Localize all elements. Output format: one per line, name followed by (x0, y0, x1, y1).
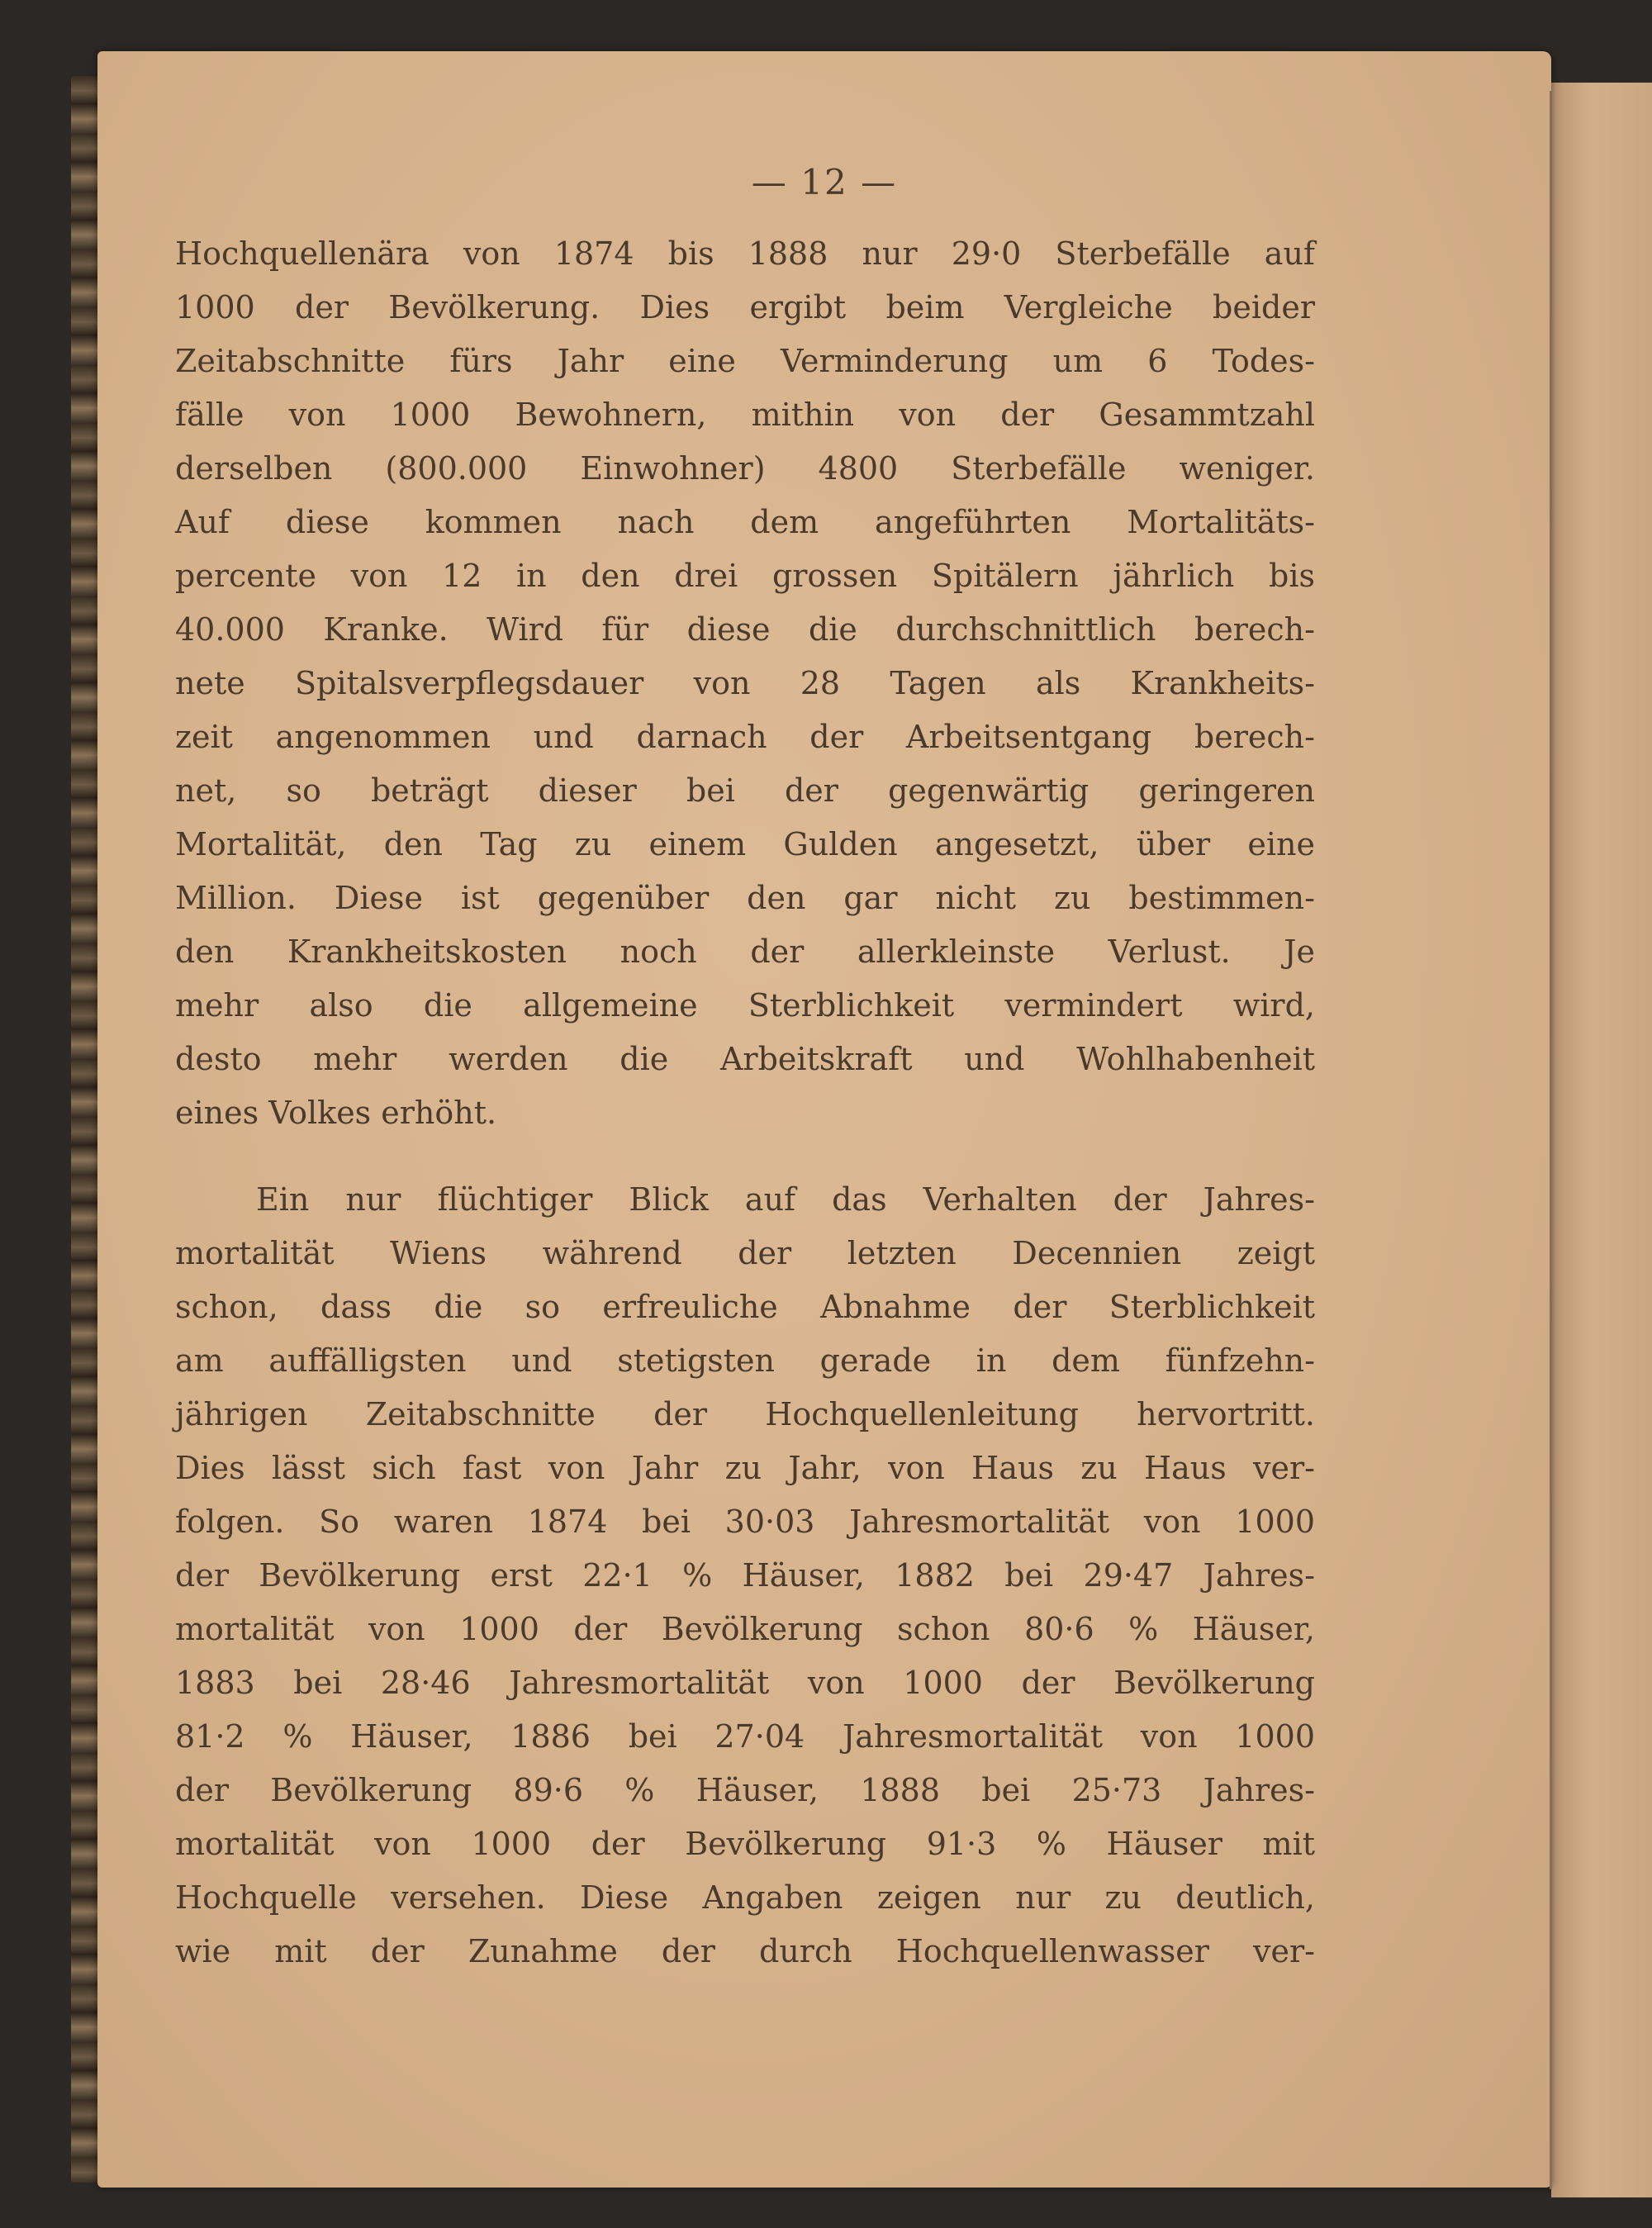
text-line: am auffälligsten und stetigsten gerade in dem fünfzehn- (175, 1342, 1315, 1379)
text-line: 1883 bei 28·46 Jahresmortalität von 1000 der Bevölkerung (175, 1665, 1315, 1701)
text-line: net, so beträgt dieser bei der gegenwärtig geringeren (175, 772, 1315, 809)
facing-page-edge (1551, 83, 1652, 2197)
text-line: mortalität von 1000 der Bevölkerung schon 80·6 % Häuser, (175, 1611, 1315, 1647)
text-line: Hochquelle versehen. Diese Angaben zeigen nur zu deutlich, (175, 1879, 1315, 1916)
text-line: desto mehr werden die Arbeitskraft und Wohlhabenheit (175, 1041, 1315, 1077)
text-line: mehr also die allgemeine Sterblichkeit vermindert wird, (175, 987, 1315, 1024)
text-line: Dies lässt sich fast von Jahr zu Jahr, von Haus zu Haus ver- (175, 1450, 1315, 1486)
text-line: wie mit der Zunahme der durch Hochquellenwasser ver- (175, 1933, 1315, 1969)
text-line: percente von 12 in den drei grossen Spitälern jährlich bis (175, 558, 1315, 594)
text-line: Million. Diese ist gegenüber den gar nicht zu bestimmen- (175, 880, 1315, 916)
text-line: zeit angenommen und darnach der Arbeitsentgang berech- (175, 719, 1315, 755)
text-line: der Bevölkerung 89·6 % Häuser, 1888 bei 25·73 Jahres- (175, 1772, 1315, 1808)
text-line: mortalität Wiens während der letzten Decennien zeigt (175, 1235, 1315, 1271)
text-line: folgen. So waren 1874 bei 30·03 Jahresmortalität von 1000 (175, 1504, 1315, 1540)
text-line: Hochquellenära von 1874 bis 1888 nur 29·0 Sterbefälle auf (175, 235, 1315, 272)
text-line: Zeitabschnitte fürs Jahr eine Verminderung um 6 Todes- (175, 343, 1315, 379)
page-number: — 12 — (751, 162, 898, 202)
text-line: Auf diese kommen nach dem angeführten Mortalitäts- (175, 504, 1315, 540)
text-line: derselben (800.000 Einwohner) 4800 Sterbefälle weniger. (175, 450, 1315, 487)
text-line: den Krankheitskosten noch der allerkleinste Verlust. Je (175, 933, 1315, 970)
text-line: mortalität von 1000 der Bevölkerung 91·3 % Häuser mit (175, 1826, 1315, 1862)
paragraph-1 (175, 227, 1315, 1140)
page-fold-line (1550, 91, 1552, 2189)
text-line: nete Spitalsverpflegsdauer von 28 Tagen als Krankheits- (175, 665, 1315, 701)
text-line: jährigen Zeitabschnitte der Hochquellenleitung hervortritt. (175, 1396, 1315, 1432)
text-line: Ein nur flüchtiger Blick auf das Verhalten der Jahres- (256, 1181, 1315, 1218)
paragraph-2 (175, 1173, 1315, 1979)
text-line: Mortalität, den Tag zu einem Gulden angesetzt, über eine (175, 826, 1315, 862)
text-line: der Bevölkerung erst 22·1 % Häuser, 1882 bei 29·47 Jahres- (175, 1557, 1315, 1594)
text-line: 40.000 Kranke. Wird für diese die durchschnittlich berech- (175, 611, 1315, 648)
text-line: eines Volkes erhöht. (175, 1095, 497, 1131)
text-line: 1000 der Bevölkerung. Dies ergibt beim Vergleiche beider (175, 289, 1315, 325)
text-line: fälle von 1000 Bewohnern, mithin von der Gesammtzahl (175, 397, 1315, 433)
text-line: 81·2 % Häuser, 1886 bei 27·04 Jahresmortalität von 1000 (175, 1718, 1315, 1755)
text-line: schon, dass die so erfreuliche Abnahme der Sterblichkeit (175, 1289, 1315, 1325)
